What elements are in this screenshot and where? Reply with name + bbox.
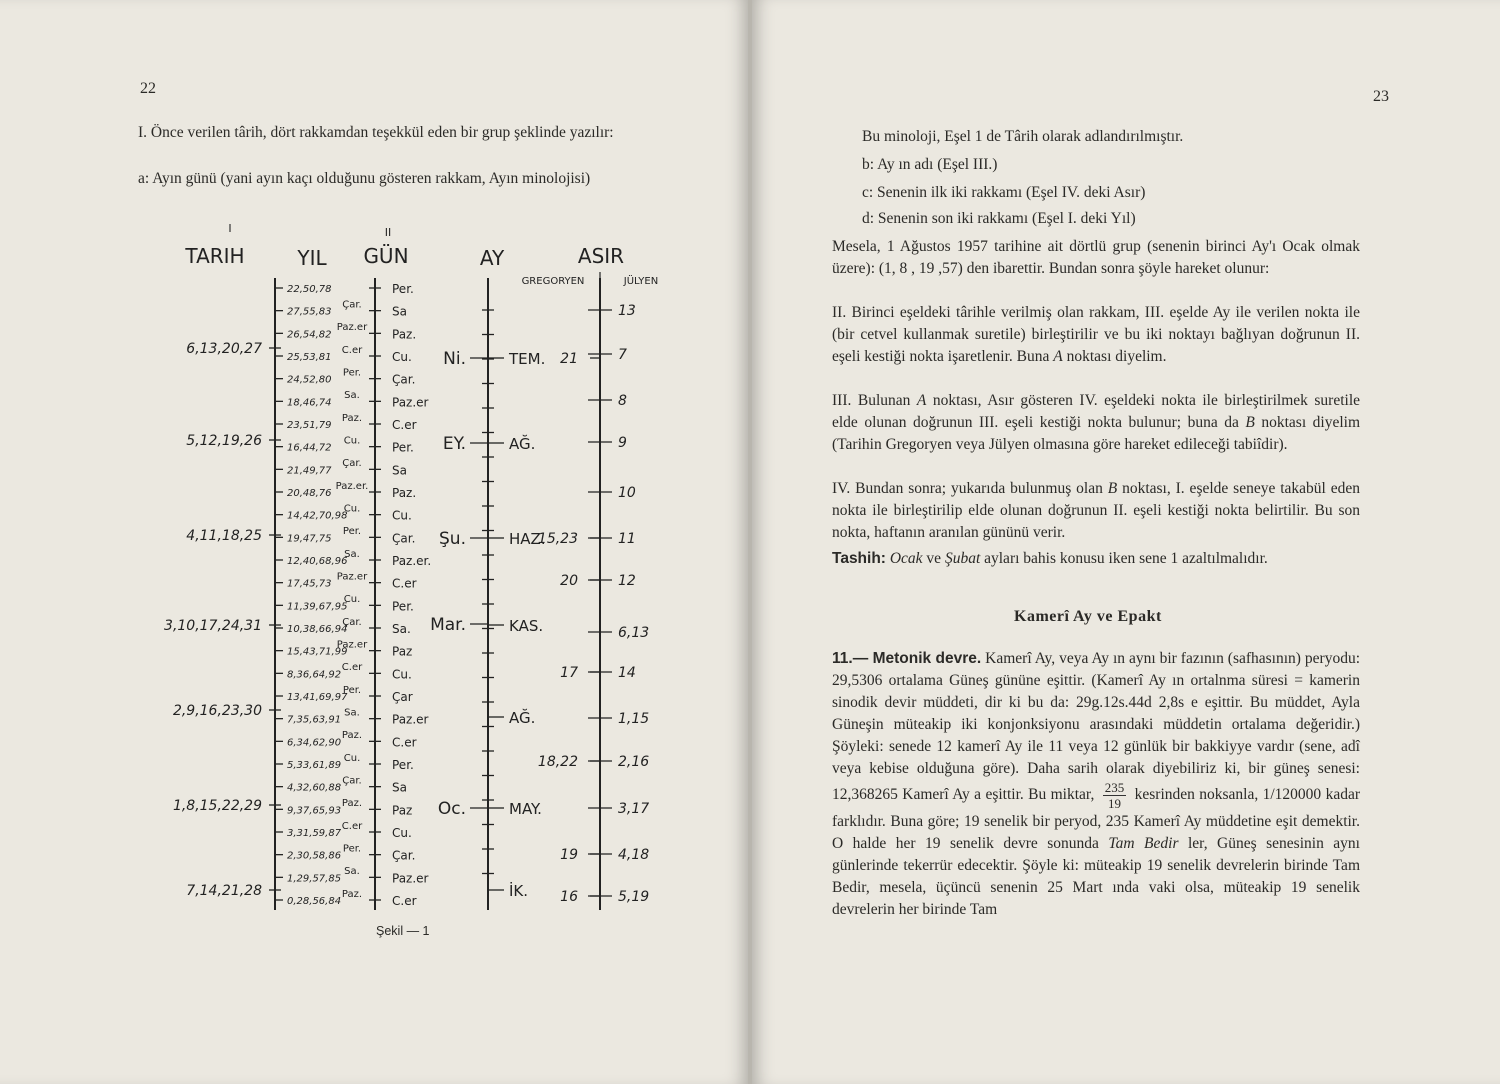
ay-right-label: TEM.: [509, 350, 546, 368]
paragraph-iii-end: noktası diyelim (Tarihin Gregoryen veya Jülyen olmasına göre hareket edileceği tabiîdir).: [832, 414, 1361, 453]
metonik-label: 11.— Metonik devre.: [832, 650, 982, 667]
yil-label: 14,42,70,98: [287, 510, 348, 522]
paragraph-iv: [832, 478, 1360, 544]
nomogram-svg: [0, 220, 748, 920]
gun-label: Paz: [392, 803, 413, 818]
julyen-label: 14: [618, 665, 636, 681]
yil-label: 16,44,72: [287, 442, 332, 454]
julyen-label: 6,13: [618, 625, 650, 641]
yil-day-mark: Çar.: [342, 616, 362, 628]
tarih-label: 6,13,20,27: [186, 341, 262, 357]
yil-day-mark: Paz.er.: [335, 480, 369, 492]
paragraph-iv-start: IV. Bundan sonra; yukarıda bulunmuş olan: [832, 480, 1103, 497]
yil-label: 11,39,67,95: [287, 601, 348, 613]
yil-day-mark: Paz.: [341, 412, 363, 424]
line-d: d: Senenin son iki rakkamı (Eşel I. deki Yıl): [862, 210, 1136, 227]
gun-label: C.er: [392, 418, 417, 432]
gregoryen-label: 20: [560, 573, 578, 589]
fraction-235-19: [1103, 780, 1127, 811]
yil-label: 13,41,69,97: [287, 692, 348, 703]
ay-left-label: Mar.: [430, 615, 466, 635]
yil-label: 25,53,81: [287, 352, 332, 363]
gun-label: Per.: [392, 282, 414, 296]
gun-label: Çar.: [392, 372, 416, 387]
gun-label: Paz: [392, 644, 413, 659]
paragraph-ii-text: II. Birinci eşeldeki târihle verilmiş olan rakkam, III. eşelde Ay ile verilen nokta ile (bir cetvel kullanmak suretile) birleştirilir ve bu iki noktayı bağlıyan doğrunun II. eşeli kestiği nokta işaretlenir. Buna: [832, 304, 1360, 365]
point-a-label-2: A: [916, 392, 927, 409]
point-b-label: B: [1245, 414, 1255, 431]
yil-label: 15,43,71,99: [287, 646, 348, 658]
yil-label: 18,46,74: [287, 397, 332, 409]
yil-label: 4,32,60,88: [287, 782, 342, 794]
gun-label: C.er: [392, 576, 417, 591]
yil-label: 10,38,66,94: [287, 624, 348, 635]
line-minoloji: Bu minoloji, Eşel 1 de Târih olarak adlandırılmıştır.: [862, 128, 1184, 145]
yil-label: 19,47,75: [287, 533, 332, 545]
yil-day-mark: Sa.: [344, 707, 360, 719]
julyen-label: 4,18: [618, 847, 650, 863]
line-b: b: Ay ın adı (Eşel III.): [862, 156, 998, 173]
julyen-label: 8: [618, 393, 627, 409]
right-page: [752, 0, 1500, 1084]
gun-label: C.er: [392, 894, 417, 908]
yil-day-mark: C.er: [341, 344, 363, 356]
yil-day-mark: C.er: [341, 820, 363, 832]
gun-label: Sa.: [392, 622, 411, 636]
gregoryen-label: 17: [560, 665, 578, 681]
item-a-paragraph: a: Ayın günü (yani ayın kaçı olduğunu gösteren rakkam, Ayın minolojisi): [138, 170, 591, 187]
yil-day-mark: Per.: [342, 843, 362, 855]
tarih-label: 5,12,19,26: [186, 433, 262, 449]
gregoryen-label: 19: [560, 847, 578, 863]
yil-day-mark: Sa.: [344, 866, 360, 878]
gun-label: Per.: [392, 599, 414, 614]
header-tarih: TARIH: [185, 244, 245, 268]
yil-day-mark: Per.: [342, 526, 362, 538]
tam-bedir: Tam Bedir: [1108, 835, 1179, 852]
tashih-label: Tashih:: [832, 550, 886, 567]
gun-label: Per.: [392, 758, 414, 772]
tarih-label: 2,9,16,23,30: [172, 703, 262, 719]
line-c: c: Senenin ilk iki rakkamı (Eşel IV. deki Asır): [862, 184, 1146, 201]
tarih-label: 7,14,21,28: [186, 883, 262, 899]
gun-label: Cu.: [392, 667, 412, 682]
yil-label: 9,37,65,93: [287, 805, 342, 817]
ay-right-label: İK.: [509, 882, 529, 900]
paragraph-metonik: [832, 648, 1360, 921]
paragraph-iii: [832, 390, 1360, 456]
ay-right-label: MAY.: [509, 800, 542, 818]
julyen-label: 11: [618, 531, 636, 547]
gregoryen-label: 15,23: [537, 531, 578, 547]
header-julyen: JÜLYEN: [623, 276, 659, 287]
gregoryen-label: 16: [560, 889, 578, 905]
tashih-ve: ve: [926, 550, 942, 567]
ay-right-label: AĞ.: [509, 435, 536, 453]
gun-label: Per.: [392, 440, 414, 455]
julyen-label: 3,17: [618, 801, 650, 817]
page-number-right: 23: [1373, 88, 1389, 105]
metonik-text-b: kesrinden noksanla, 1/120000 kadar farklıdır. Buna göre; 19 senelik bir peryod, 235 Kamerî Ay müddetine eşit demektir. O halde her 19 senelik devre sonunda: [832, 786, 1360, 852]
yil-label: 5,33,61,89: [287, 760, 342, 771]
gun-label: Paz.er: [392, 712, 429, 727]
ay-right-label: KAS.: [509, 617, 544, 635]
gun-label: Paz.: [392, 327, 417, 342]
gun-label: Sa: [392, 463, 407, 478]
tashih-ocak: Ocak: [889, 550, 923, 567]
julyen-label: 9: [618, 435, 627, 451]
yil-label: 12,40,68,96: [287, 556, 348, 567]
gregoryen-label: 21: [560, 351, 578, 367]
yil-day-mark: Çar.: [342, 299, 362, 311]
yil-day-mark: Cu.: [343, 752, 361, 764]
yil-day-mark: Cu.: [343, 594, 361, 606]
fraction-numerator: 235: [1104, 780, 1125, 795]
ay-right-label: HAZ.: [509, 530, 546, 548]
yil-day-mark: Paz.er: [336, 639, 368, 651]
yil-day-mark: Sa.: [344, 390, 360, 402]
yil-label: 20,48,76: [287, 488, 332, 499]
header-ay: AY: [479, 246, 505, 270]
point-a-label: A: [1053, 348, 1063, 365]
julyen-label: 2,16: [618, 754, 650, 770]
yil-label: 2,30,58,86: [287, 850, 342, 862]
gun-label: Paz.er.: [392, 554, 432, 568]
gun-label: Sa: [392, 780, 407, 795]
metonik-text-c: ler, Güneş senesinin aynı günlerinde tekerrür edecektir. Şöyle ki: müteakip 19 senelik devrelerin birinde Tam Bedir, mesela, üçüncü senenin 25 Mart ında vaki olsa, müteakip 19 senelik devrelerin her birinde Tam: [832, 835, 1360, 918]
julyen-label: 13: [618, 303, 636, 319]
yil-label: 3,31,59,87: [287, 828, 342, 839]
yil-label: 7,35,63,91: [287, 714, 342, 726]
roman-mark-2: II: [384, 226, 392, 239]
yil-day-mark: Paz.: [341, 798, 363, 810]
gun-label: Cu.: [392, 508, 412, 523]
tarih-label: 1,8,15,22,29: [172, 798, 262, 814]
yil-label: 22,50,78: [287, 284, 332, 295]
julyen-label: 10: [618, 485, 636, 501]
yil-day-mark: Per.: [342, 367, 362, 379]
gun-label: Paz.er: [392, 395, 429, 410]
gun-label: Çar.: [392, 848, 416, 863]
paragraph-ii-end: noktası diyelim.: [1066, 348, 1167, 365]
yil-label: 21,49,77: [287, 465, 332, 477]
metonik-text-a: Kamerî Ay, veya Ay ın aynı bir fazının (safhasının) peryodu: 29,5306 ortalama Güneş gününe eşittir. (Kamerî Ay ın ortalnma süresi = kamerin sinodik devir müddeti, dir ki bu da: 29g.12s.44d 2,8s e eşittir. Bu müddet, Ayla Güneşin müteakip iki konjonksiyonu arasındaki müddetin ortalama değeridir.) Şöyleki: senede 12 kamerî Ay ile 11 veya 12 günlük bir bakkiyye vardır (sene, adî veya kebise olduğuna göre). Daha sarih olarak diyebiliriz ki, bir güneş senesi: 12,368265 Kamerî Ay a eşittir. Bu miktar,: [832, 650, 1361, 804]
yil-label: 1,29,57,85: [287, 873, 342, 885]
page-number-left: 22: [140, 80, 156, 97]
yil-label: 27,55,83: [287, 306, 332, 318]
gun-label: Çar: [392, 690, 413, 704]
tashih-subat: Şubat: [944, 550, 981, 567]
gregoryen-label: 18,22: [537, 754, 578, 770]
yil-label: 8,36,64,92: [287, 669, 342, 681]
tarih-label: 3,10,17,24,31: [164, 618, 262, 634]
yil-day-mark: Paz.er: [336, 322, 368, 334]
tashih-rest: ayları bahis konusu iken sene 1 azaltılmalıdır.: [984, 550, 1268, 567]
gun-label: Cu.: [392, 350, 412, 364]
ay-left-label: Oc.: [437, 799, 466, 819]
paragraph-iv-end: noktası, I. eşelde seneye takabül eden nokta ile birleştirilip elde olunan doğrunun II. eşeli kestiği nokta belirtilir. Bu son nokta, haftanın aranılan gününü verir.: [832, 480, 1361, 541]
section-heading: Kamerî Ay ve Epakt: [1014, 608, 1162, 625]
paragraph-iii-start: III. Bulunan: [832, 392, 911, 409]
header-yil: YIL: [297, 246, 327, 270]
ay-left-label: Şu.: [439, 529, 466, 549]
yil-label: 24,52,80: [287, 374, 332, 386]
intro-paragraph: I. Önce verilen târih, dört rakkamdan teşekkül eden bir grup şeklinde yazılır:: [138, 124, 614, 141]
ay-left-label: Ni.: [443, 349, 466, 369]
left-page: [0, 0, 748, 1084]
yil-label: 6,34,62,90: [287, 737, 342, 749]
yil-day-mark: C.er: [341, 662, 363, 674]
ay-left-label: EY.: [442, 434, 466, 454]
gun-label: Çar.: [392, 531, 416, 546]
yil-day-mark: Sa.: [344, 548, 360, 560]
yil-day-mark: Çar.: [342, 458, 362, 470]
roman-mark-1: I: [228, 222, 232, 235]
point-b-label-2: B: [1107, 480, 1118, 497]
julyen-label: 7: [618, 347, 627, 363]
gun-label: C.er: [392, 735, 417, 750]
yil-day-mark: Paz.: [341, 888, 363, 900]
yil-day-mark: Çar.: [342, 775, 362, 787]
header-gun: GÜN: [363, 244, 409, 268]
yil-label: 0,28,56,84: [287, 896, 342, 907]
fraction-denominator: 19: [1107, 796, 1121, 811]
julyen-label: 5,19: [618, 889, 650, 905]
yil-day-mark: Per.: [342, 684, 362, 696]
figure-caption: Şekil — 1: [376, 924, 430, 938]
paragraph-iii-mid: noktası, Asır gösteren IV. eşeldeki nokta ile birleştirilmek suretile elde olunan doğrunun III. eşeli kestiği nokta bulunur; buna da: [832, 392, 1361, 431]
yil-label: 26,54,82: [287, 329, 332, 341]
gun-label: Cu.: [392, 826, 412, 840]
yil-label: 17,45,73: [287, 578, 332, 590]
yil-day-mark: Paz.: [341, 730, 363, 742]
paragraph-example: Mesela, 1 Ağustos 1957 tarihine ait dörtlü grup (senenin birinci Ay'ı Ocak olmak üzere): (1, 8 , 19 ,57) den ibarettir. Bundan sonra şöyle hareket olunur:: [832, 238, 1360, 277]
paragraph-tashih: [832, 548, 1360, 570]
gun-label: Paz.: [392, 486, 417, 500]
tarih-label: 4,11,18,25: [186, 528, 262, 544]
julyen-label: 12: [618, 573, 636, 589]
paragraph-ii: [832, 302, 1360, 368]
header-asir: ASIR: [577, 244, 625, 268]
nomogram-figure: [0, 220, 748, 920]
header-gregoryen: GREGORYEN: [521, 276, 585, 287]
yil-day-mark: Paz.er: [336, 571, 368, 583]
gun-label: Paz.er: [392, 871, 429, 886]
yil-label: 23,51,79: [287, 420, 332, 431]
yil-day-mark: Cu.: [343, 503, 361, 515]
gun-label: Sa: [392, 304, 407, 319]
ay-right-label: AĞ.: [509, 709, 536, 727]
julyen-label: 1,15: [618, 711, 650, 727]
yil-day-mark: Cu.: [343, 435, 361, 447]
